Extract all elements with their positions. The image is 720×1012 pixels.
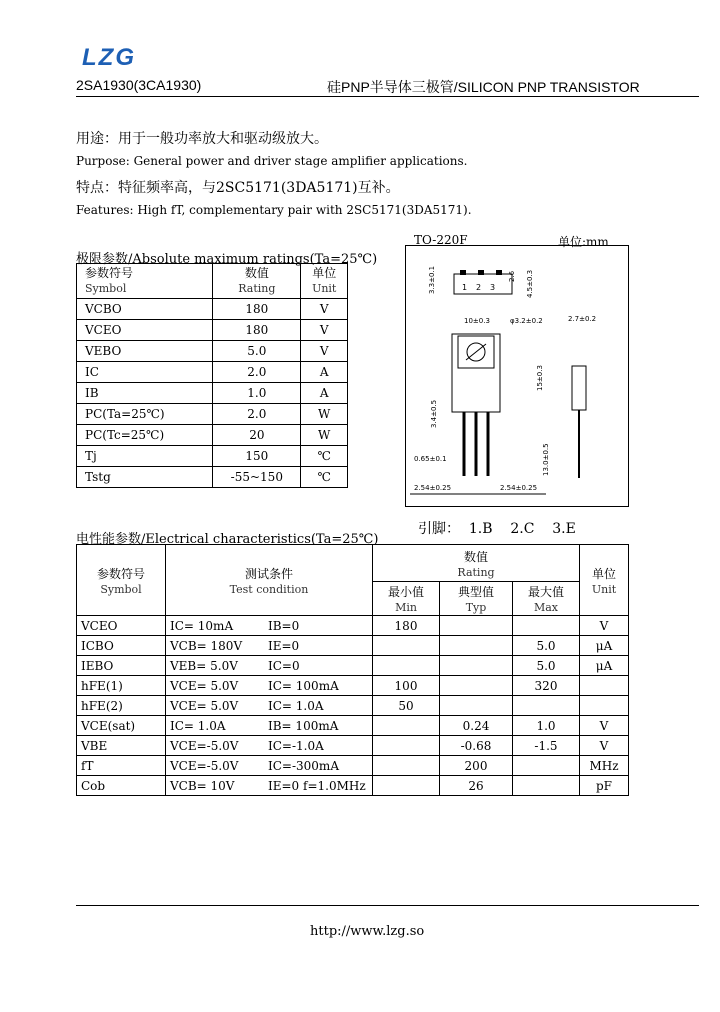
dim-label: 15±0.3 [536, 365, 544, 391]
footer-url[interactable]: http://www.lzg.so [310, 924, 425, 939]
pinout: 引脚： 1.B 2.C 3.E [418, 521, 576, 537]
top-view-tab [460, 270, 466, 275]
footer-divider [76, 905, 699, 906]
table-row: Cob VCB= 10V IE=0 f=1.0MHz 26 pF [77, 776, 629, 796]
elec-table [76, 544, 629, 796]
header-min: 最小值 Min [373, 582, 440, 616]
table-row: IEBO VEB= 5.0V IC=0 5.0 μA [77, 656, 629, 676]
dim-label: 2.6 [508, 270, 516, 282]
table-row: VCBO 180 V [77, 299, 348, 320]
table-row: fT VCE=-5.0V IC=-300mA 200 MHz [77, 756, 629, 776]
dim-label: 3.3±0.1 [428, 265, 436, 294]
part-number: 2SA1930(3CA1930) [76, 77, 202, 93]
front-view-body [452, 334, 500, 412]
dim-label: 3.4±0.5 [430, 399, 438, 428]
table-row: PC(Tc=25℃) 20 W [77, 425, 348, 446]
header-divider [76, 96, 699, 97]
package-drawing-frame [405, 245, 629, 507]
dim-label: 13.0±0.5 [542, 443, 550, 476]
table-row: IC 2.0 A [77, 362, 348, 383]
pin-label: 2 [476, 283, 482, 292]
logo-text: LZG [82, 44, 136, 68]
table-header-row [77, 545, 629, 582]
dim-label: φ3.2±0.2 [510, 317, 543, 325]
table-row: PC(Ta=25℃) 2.0 W [77, 404, 348, 425]
pin-label: 3 [490, 283, 496, 292]
table-row: IB 1.0 A [77, 383, 348, 404]
purpose-en: Purpose: General power and driver stage amplifier applications. [76, 154, 468, 168]
header-unit: 单位 Unit [301, 264, 348, 299]
table-row: Tj 150 ℃ [77, 446, 348, 467]
table-row: VCE(sat) IC= 1.0A IB= 100mA 0.24 1.0 V [77, 716, 629, 736]
features-cn: 特点：特征频率高，与2SC5171(3DA5171)互补。 [76, 180, 400, 196]
table-row: ICBO VCB= 180V IE=0 5.0 μA [77, 636, 629, 656]
header-typ: 典型值 Typ [440, 582, 513, 616]
table-row: VEBO 5.0 V [77, 341, 348, 362]
top-view-tab [496, 270, 502, 275]
package-outline-svg [406, 246, 628, 506]
table-row: VCEO IC= 10mA IB=0 180 V [77, 616, 629, 636]
header-symbol: 参数符号 Symbol [77, 545, 166, 616]
dim-label: 2.7±0.2 [568, 315, 597, 323]
package-unit: 单位:mm [558, 235, 609, 249]
table-row: VBE VCE=-5.0V IC=-1.0A -0.68 -1.5 V [77, 736, 629, 756]
purpose-cn: 用途：用于一般功率放大和驱动级放大。 [76, 131, 328, 147]
header-symbol: 参数符号 Symbol [77, 264, 213, 299]
table-row: hFE(1) VCE= 5.0V IC= 100mA 100 320 [77, 676, 629, 696]
top-view-tab [478, 270, 484, 275]
features-en: Features: High fT, complementary pair with 2SC5171(3DA5171). [76, 203, 472, 217]
abs-max-caption: 极限参数/Absolute maximum ratings(Ta=25℃) [76, 252, 378, 267]
table-row: VCEO 180 V [77, 320, 348, 341]
header-rating: 数值 Rating [213, 264, 301, 299]
pin-label: 1 [462, 283, 468, 292]
package-name: TO-220F [414, 233, 468, 247]
doc-title: 硅PNP半导体三极管/SILICON PNP TRANSISTOR [327, 79, 640, 95]
dim-label: 2.54±0.25 [414, 484, 452, 492]
header-max: 最大值 Max [513, 582, 580, 616]
dim-label: 10±0.3 [464, 317, 490, 325]
table-header-row [77, 264, 348, 299]
header-condition: 测试条件 Test condition [166, 545, 373, 616]
abs-max-table [76, 263, 348, 488]
table-row: hFE(2) VCE= 5.0V IC= 1.0A 50 [77, 696, 629, 716]
header-rating: 数值 Rating [373, 545, 580, 582]
dim-label: 0.65±0.1 [414, 455, 447, 463]
side-view-body [572, 366, 586, 410]
dim-label: 4.5±0.3 [526, 269, 534, 298]
dim-label: 2.54±0.25 [500, 484, 538, 492]
header-unit: 单位 Unit [580, 545, 629, 616]
elec-caption: 电性能参数/Electrical characteristics(Ta=25℃) [76, 532, 379, 547]
lzg-logo [80, 44, 160, 68]
table-row: Tstg -55~150 ℃ [77, 467, 348, 488]
